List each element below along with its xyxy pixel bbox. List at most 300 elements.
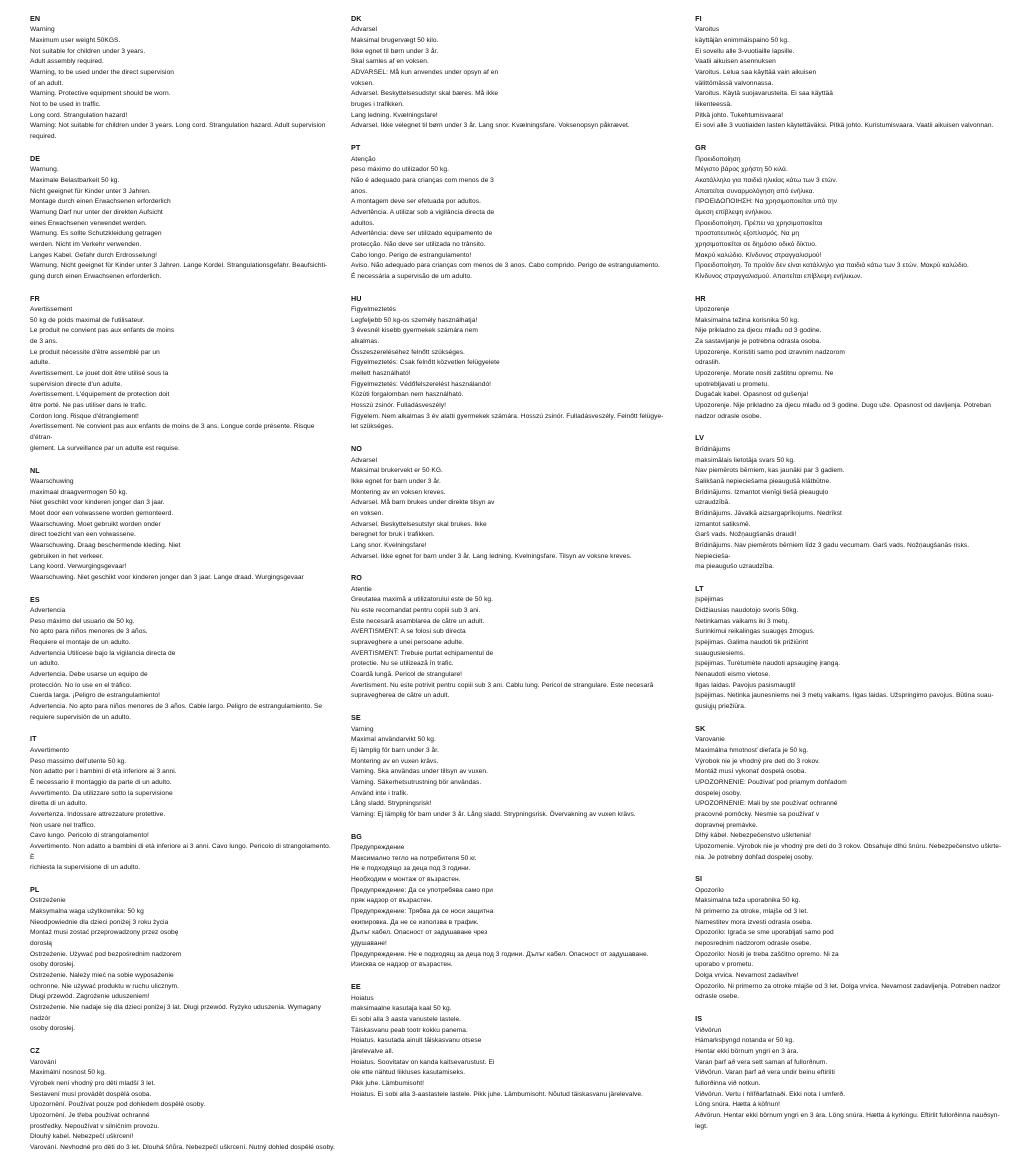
- warning-line: Ilgas laidas. Pavojus pasismaugti!: [695, 681, 796, 689]
- warning-text: [695, 445, 1006, 573]
- warning-line: A montagem deve ser efetuada por adultos.: [350, 198, 481, 206]
- warning-line: Warnung.: [30, 166, 59, 174]
- language-block-sk: [695, 724, 1006, 864]
- warning-line: Advarsel: [350, 456, 378, 464]
- warning-line: Avvertimento. Da utilizzare sotto la supervisione: [30, 789, 173, 797]
- language-block-pt: [351, 143, 681, 283]
- warning-line: gusiųjų priežiūra.: [695, 703, 746, 711]
- warning-text: [30, 896, 337, 1035]
- warning-line: Lang snor. Kvelningsfare!: [350, 541, 427, 549]
- warning-text: [30, 1058, 337, 1154]
- warning-line: Warning, to be used under the direct supervision: [30, 69, 175, 77]
- warning-line: Varoitus. Käytä suojavarusteita. Ei saa käyttää: [695, 90, 833, 98]
- warning-line: Advarsel. Beskyttelsesutstyr skal brukes. Ikke: [350, 520, 487, 528]
- language-code: BG: [350, 831, 362, 841]
- warning-line: anos.: [350, 187, 368, 195]
- warning-line: Предупреждение: Да се употребява само при: [350, 886, 493, 894]
- warning-line: maksimālais lietotāja svars 50 kg.: [695, 456, 796, 464]
- warning-line: Advarsel. Ikke velegnet til børn under 3 år. Lang snor. Kvælningsfare. Voksenopsyn påkrævet.: [350, 122, 630, 130]
- warning-line: peso máximo do utilizador 50 kg.: [350, 166, 449, 174]
- warning-text: [351, 25, 681, 132]
- language-code: DE: [30, 153, 41, 163]
- warning-line: Atentie: [350, 585, 372, 593]
- warning-line: dospelej osoby.: [695, 789, 742, 797]
- language-code: HU: [350, 293, 362, 303]
- warning-line: Le produit nécessite d'être assemblé par un: [30, 348, 160, 356]
- warning-line: let szükséges.: [350, 423, 394, 431]
- warning-line: Nieodpowiednie dla dzieci poniżej 3 roku życia: [30, 918, 169, 926]
- warning-line: Moet door een volwassene worden gemonteerd.: [30, 509, 174, 517]
- warning-line: Hosszú zsinór. Fulladásveszély!: [350, 402, 446, 410]
- warning-line: Varoitus. Leluа saa käyttää vain aikuisen: [695, 69, 817, 77]
- warning-line: required.: [30, 133, 57, 141]
- warning-line: ADVARSEL: Må kun anvendes under opsyn af en: [350, 69, 499, 77]
- warning-text: [695, 886, 1006, 1003]
- warning-line: legt.: [695, 1122, 708, 1130]
- warning-line: Este necesară asamblarea de către un adult.: [350, 617, 485, 625]
- warning-line: Upozornenie. Výrobok nie je vhodný pre deti do 3 rokov. Obsahuje dlhú šnúru. Nebezpečenstvo uškrte-: [695, 842, 1002, 850]
- warning-line: Προειδοποίηση. Το προϊόν δεν είναι κατάλληλο για παιδιά κάτω των 3 ετών. Μακρύ καλώδιο.: [695, 262, 969, 270]
- warning-line: Maksimal brukervekt er 50 KG.: [350, 467, 443, 475]
- warning-line: 50 kg de poids maximal de l'utilisateur.: [30, 316, 145, 324]
- warning-line: Not to be used in traffic.: [30, 101, 101, 109]
- warning-line: en voksen.: [350, 509, 384, 517]
- language-code: RO: [350, 573, 362, 583]
- warning-line: Ei sobi alla 3 aasta vanustele lastele.: [350, 1015, 462, 1023]
- language-code: EN: [30, 14, 41, 23]
- warning-line: Lang ledning. Kvælningsfare!: [350, 111, 438, 119]
- warning-line: Avertissement: [30, 306, 73, 314]
- language-code: GR: [695, 143, 707, 153]
- warning-line: dopravnej premávke.: [695, 821, 758, 829]
- warning-line: Waarschuwing: [30, 477, 74, 485]
- language-block-en: [30, 14, 337, 143]
- language-block-hr: [695, 294, 1006, 423]
- warning-line: AVERTISMENT: Trebuie purtat echipamentul de: [350, 649, 494, 657]
- warning-line: Предупреждение: Трябва да се носи защитна: [350, 908, 494, 916]
- language-code: SE: [350, 713, 361, 723]
- warning-line: Skal samles af en voksen.: [350, 58, 429, 66]
- warning-line: mellett használható!: [350, 370, 411, 378]
- warning-line: Sestavení musí provádět dospělá osoba.: [30, 1090, 152, 1098]
- warning-line: Ni primerno za otroke, mlajše od 3 let.: [695, 908, 809, 916]
- warning-text: [695, 305, 1006, 422]
- language-block-dk: [351, 14, 681, 132]
- language-block-se: [351, 713, 681, 820]
- warning-line: άμεση επίβλεψη ενήλικου.: [695, 208, 773, 216]
- warning-text: [351, 725, 681, 821]
- language-code: FR: [30, 293, 40, 303]
- warning-line: ochronne. Nie używać produktu w ruchu ulicznym.: [30, 982, 179, 990]
- warning-line: uporabo v prometu.: [695, 961, 754, 969]
- warning-line: Viðvörun. Varan þarf að vera undir beinu eftirliti: [695, 1069, 835, 1077]
- warning-line: suaugusiesiems.: [695, 649, 746, 657]
- warning-line: Maksimalna težina korisnika 50 kg.: [695, 316, 800, 324]
- language-code: ES: [30, 594, 40, 604]
- warning-line: protección. No lo use en el tráfico.: [30, 681, 132, 689]
- warning-line: Opozorilo: Igrača se sme uporabljati samo pod: [695, 929, 834, 937]
- warning-text: [351, 585, 681, 702]
- warning-text: [30, 477, 337, 584]
- language-column-2: [351, 14, 695, 1111]
- warning-text: [695, 25, 1006, 132]
- warning-line: richiesta la supervisione di un adulto.: [30, 864, 141, 872]
- warning-line: Montaż musi zostać przeprowadzony przez osobę: [30, 929, 179, 937]
- warning-line: Montering av en vuxen krävs.: [350, 757, 439, 765]
- warning-line: Opozorilo. Ni primerno za otroke mlajše od 3 let. Dolga vrvica. Nevarnost zadavljenja. Potreben nadzor: [695, 982, 1001, 990]
- warning-line: Vaatii aikuisen asennuksen: [695, 58, 776, 66]
- warning-line: supervision directe d'un adulte.: [30, 380, 123, 388]
- warning-line: Warnung. Es sollte Schutzkleidung getragen: [30, 230, 162, 238]
- warning-line: Le produit ne convient pas aux enfants de moins: [30, 327, 175, 335]
- warning-line: Não é adequado para crianças com menos de 3: [350, 176, 494, 184]
- warning-line: dorosłą: [30, 940, 52, 948]
- warning-line: odraslih.: [695, 359, 721, 367]
- warning-line: Löng snúra. Hætta á köfnun!: [695, 1101, 781, 1109]
- warning-line: Nav piemērots bērniem, kas jaunāki par 3 gadiem.: [695, 467, 845, 475]
- warning-line: Opozorilo: [695, 886, 724, 894]
- warning-line: Pikk juhe. Lämbumisoht!: [350, 1079, 424, 1087]
- warning-text: [30, 165, 337, 282]
- warning-line: bruges i trafikken.: [350, 101, 404, 109]
- warning-line: Lång sladd. Strypningsrisk!: [350, 800, 432, 808]
- warning-line: Įspėjimas: [695, 596, 724, 604]
- warning-line: Įspėjimas. Netinka jaunesniems nei 3 metų vaikams. Ilgas laidas. Užspringimo pavojus. Būtina suau-: [695, 692, 994, 700]
- warning-line: Namestitev mora izvesti odrasla oseba.: [695, 918, 813, 926]
- warning-line: Requiere el montaje de un adulto.: [30, 639, 131, 647]
- warning-line: ma pieaugušo uzraudzība.: [695, 563, 775, 571]
- warning-line: No apto para niños menores de 3 años.: [30, 628, 148, 636]
- language-block-ro: [351, 573, 681, 702]
- warning-line: Дълъг кабел. Опасност от задушаване чрез: [350, 929, 488, 937]
- warning-line: Varning. Ska användas under tillsyn av vuxen.: [350, 768, 488, 776]
- language-block-pl: [30, 885, 337, 1035]
- warning-line: Įspėjimas. Turėtumėte naudoti apsauginę įrangą.: [695, 660, 841, 668]
- warning-line: Avvertimento: [30, 746, 69, 754]
- warning-line: Maksimal brugervægt 50 kilo.: [350, 37, 439, 45]
- warning-line: Hentar ekki börnum yngri en 3 ára.: [695, 1047, 799, 1055]
- warning-line: nadzor odrasle osobe.: [695, 412, 762, 420]
- language-code: NO: [350, 444, 362, 454]
- warning-line: Długi przewód. Zagrożenie uduszeniem!: [30, 993, 150, 1001]
- language-block-bg: [351, 832, 681, 972]
- warning-line: Warning. Protective equipment should be worn.: [30, 90, 171, 98]
- language-code: EE: [350, 982, 361, 992]
- warning-line: Non usare nel traffico.: [30, 821, 96, 829]
- language-block-is: [695, 1014, 1006, 1132]
- warning-line: Advarsel. Ikke egnet for barn under 3 år. Lang ledning. Kvelningsfare. Tilsyn av voksne kreves.: [350, 552, 632, 560]
- warning-line: maksimaalne kasutaja kaal 50 kg.: [350, 1005, 452, 1013]
- warning-line: Įspėjimas. Galima naudoti tik prižiūrint: [695, 639, 809, 647]
- warning-line: Maximale Belastbarkeit 50 kg.: [30, 176, 120, 184]
- warning-line: Viðvörun: [695, 1026, 722, 1034]
- warning-text: [695, 1026, 1006, 1133]
- warning-line: upotrebljavati u prometu.: [695, 380, 769, 388]
- language-code: SK: [695, 723, 706, 733]
- language-code: SI: [695, 874, 703, 884]
- warning-line: beregnet for bruk i trafikken.: [350, 531, 435, 539]
- warning-line: Maksimalna teža uporabnika 50 kg.: [695, 897, 801, 905]
- warning-line: Advertência: deve ser utilizado equipamento de: [350, 230, 493, 238]
- warning-line: werden. Nicht im Verkehr verwenden.: [30, 240, 142, 248]
- warning-line: Výrobek není vhodný pro děti mladší 3 let.: [30, 1079, 156, 1087]
- warning-text: [351, 456, 681, 563]
- warning-line: Waarschuwing. Niet geschikt voor kinderen jonger dan 3 jaar. Lange draad. Wurgingsgevaar: [30, 573, 304, 581]
- warning-line: Maximální nosnost 50 kg.: [30, 1069, 106, 1077]
- warning-line: Warning: [30, 26, 55, 34]
- warning-line: Adult assembly required.: [30, 58, 104, 66]
- warning-line: ole ette nähtud liikluses kasutamiseks.: [350, 1069, 466, 1077]
- warning-line: Advertencia: [30, 607, 66, 615]
- warning-line: Figyelmeztetés: [350, 306, 397, 314]
- warning-line: É necessária a supervisão de um adulto.: [350, 272, 473, 280]
- warning-line: Ej lämplig för barn under 3 år.: [350, 746, 440, 754]
- warning-line: Avertissement. Ne convient pas aux enfants de moins de 3 ans. Longue corde présente. Risque d'étran-: [30, 423, 315, 442]
- warning-line: Upozornění. Je třeba používat ochranné: [30, 1111, 150, 1119]
- warning-line: Brīdinājums. Nav piemērots bērniem līdz 3 gadu vecumam. Garš vads. Nožņaugšanās risks. Nepiecieša-: [695, 541, 970, 560]
- warning-line: osoby dorosłej.: [30, 961, 76, 969]
- warning-line: alkalmas.: [350, 338, 380, 346]
- language-code: IT: [30, 734, 37, 744]
- warning-line: un adulto.: [30, 660, 60, 668]
- warning-line: ΠΡΟΕΙΔΟΠΟΙΗΣΗ: Να χρησιμοποιείται υπό την: [695, 198, 838, 206]
- language-block-de: [30, 154, 337, 283]
- warning-text: [351, 155, 681, 283]
- language-code: HR: [695, 293, 706, 303]
- warning-line: glement. La surveillance par un adulte est requise.: [30, 444, 180, 452]
- language-code: LV: [695, 433, 704, 443]
- warning-line: Cuerda larga. ¡Peligro de estrangulamiento!: [30, 692, 161, 700]
- language-block-cz: [30, 1046, 337, 1153]
- warning-line: prostředky. Nepoužívat v silničním provozu.: [30, 1122, 160, 1130]
- warning-line: Maximal användarvikt 50 kg.: [350, 736, 436, 744]
- warning-line: Täiskasvanu peab tootr kokku panema.: [350, 1026, 468, 1034]
- warning-line: Advertencia Utilícese bajo la vigilancia directa de: [30, 649, 176, 657]
- warning-line: Lang koord. Verwurgingsgevaar!: [30, 563, 127, 571]
- warning-text: [30, 746, 337, 874]
- warning-line: Atenção: [350, 155, 376, 163]
- warning-line: Közúti forgalomban nem használható.: [350, 391, 464, 399]
- warning-line: diretta di un adulto.: [30, 800, 88, 808]
- warning-line: Brīdinājums. Izmantot vienīgi tiešā pieauguļo: [695, 488, 829, 496]
- warning-line: Montáž musí vykonať dospelá osoba.: [695, 768, 807, 776]
- language-code: DK: [350, 14, 362, 23]
- warning-line: eines Erwachsenen verwendet werden.: [30, 219, 147, 227]
- warning-line: Montage durch einen Erwachsenen erforderlich: [30, 198, 171, 206]
- warning-line: Non adatto per i bambini di età inferiore ai 3 anni.: [30, 768, 177, 776]
- warning-line: удушаване!: [350, 940, 387, 948]
- warning-line: Dlhý kábel. Nebezpečenstvo uškrtenia!: [695, 832, 811, 840]
- warning-line: adultos.: [350, 219, 375, 227]
- warning-line: Warnung. Nicht geeignet für Kinder unter 3 Jahren. Lange Kordel. Strangulationsgefahr. Beaufsichti-: [30, 262, 328, 270]
- warning-line: Dlouhý kabel. Nebezpečí uškrcení!: [30, 1133, 134, 1141]
- warning-text: [695, 735, 1006, 863]
- warning-line: Maksymalna waga użytkownika: 50 kg: [30, 908, 144, 916]
- warning-line: Необходим е монтаж от възрастен.: [350, 876, 461, 884]
- warning-line: Surinkimui reikalingas suaugęs žmogus.: [695, 628, 815, 636]
- warning-line: Peso máximo del usuario de 50 kg.: [30, 617, 135, 625]
- warning-line: izmantot satiksmē.: [695, 520, 751, 528]
- language-column-3: [695, 14, 1006, 1143]
- warning-line: Hoiatus. kasutada ainult täiskasvanu otsese: [350, 1037, 482, 1045]
- warning-line: Összeszereléséhez felnőtt szükséges.: [350, 348, 465, 356]
- warning-line: Not suitable for children under 3 years.: [30, 47, 146, 55]
- language-block-lv: [695, 433, 1006, 573]
- warning-line: Ikke egnet for barn under 3 år.: [350, 477, 441, 485]
- warning-line: Nicht geeignet für Kinder unter 3 Jahren.: [30, 187, 151, 195]
- warning-line: Cordon long. Risque d'étranglement!: [30, 412, 139, 420]
- warning-line: χρησιμοποιείται σε δημόσιο οδικό δίκτυο.: [695, 240, 817, 248]
- warning-line: Nu este recomandat pentru copiii sub 3 ani.: [350, 607, 481, 615]
- warning-line: Ακατάλληλο για παιδιά ηλικίας κάτω των 3 ετών.: [695, 176, 838, 184]
- language-block-fr: [30, 294, 337, 455]
- language-block-no: [351, 444, 681, 562]
- warning-line: Upozorenje. Koristiti samo pod izravnim nadzorom: [695, 348, 845, 356]
- warning-text: [695, 155, 1006, 283]
- warning-line: Upozorenje. Morate nositi zaštitnu opremu. Ne: [695, 370, 834, 378]
- warning-line: 3 évesnél kisebb gyermekek számára nem: [350, 327, 478, 335]
- warning-line: liikenteessä.: [695, 101, 733, 109]
- warning-line: Nenaudoti eismo vietose.: [695, 671, 771, 679]
- warning-line: Garš vads. Nožņaugšanās draudi!: [695, 531, 797, 539]
- warning-line: Aðvörun. Hentar ekki börnum yngri en 3 ára. Löng snúra. Hætta á kyrkingu. Eftirlit fullorðinna nauðsyn-: [695, 1111, 1000, 1119]
- warning-line: Viðvörun. Vertu í hlífðarfatnaði. Ekki nota í umferð.: [695, 1090, 846, 1098]
- language-block-nl: [30, 466, 337, 584]
- warning-line: Ikke egnet til børn under 3 år.: [350, 47, 439, 55]
- warning-line: Netinkamas vaikams iki 3 metų.: [695, 617, 790, 625]
- warning-line: Maximálna hmotnosť dieťaťa je 50 kg.: [695, 746, 809, 754]
- warning-line: Avvertenza. Indossare attrezzature protettive.: [30, 810, 166, 818]
- language-block-ee: [351, 982, 681, 1100]
- warning-line: välittömässä valvonnassa.: [695, 79, 774, 87]
- language-code: CZ: [30, 1046, 40, 1056]
- language-column-1: [30, 14, 351, 1165]
- warning-line: Cavo lungo. Pericolo di strangolamento!: [30, 832, 149, 840]
- warning-line: fullorðinna við notkun.: [695, 1079, 761, 1087]
- warning-line: Ostrzeżenie. Używać pod bezpośrednim nadzorem: [30, 950, 182, 958]
- warning-line: Предупреждение: [350, 844, 405, 852]
- warning-line: Legfeljebb 50 kg-os személy használhatja!: [350, 316, 478, 324]
- warning-line: Waarschuwing. Moet gebruikt worden onder: [30, 520, 161, 528]
- warning-line: Advertência. A utilizar sob a vigilância directa de: [350, 208, 495, 216]
- warning-line: Výrobok nie je vhodný pre deti do 3 rokov.: [695, 757, 820, 765]
- warning-line: Figyelmeztetés: Védőfelszerelést használandó!: [350, 380, 492, 388]
- warning-line: Figyelem. Nem alkalmas 3 év alatti gyermekek számára. Hosszú zsinór. Fulladásveszély. Felnőtt felügye-: [350, 412, 664, 420]
- warning-line: Använd inte i trafik.: [350, 789, 409, 797]
- warning-line: Avertisment. Nu este potrivit pentru copiii sub 3 ani. Cablu lung. Pericol de strangulare. Este necesară: [350, 681, 654, 689]
- warning-line: käyttäjän enimmäispaino 50 kg.: [695, 37, 790, 45]
- warning-line: Warning: Not suitable for children under 3 years. Long cord. Strangulation hazard. Adult supervision: [30, 122, 326, 130]
- warning-line: osoby dorosłej.: [30, 1025, 76, 1033]
- warning-line: Nije prikladno za djecu mlađu od 3 godine.: [695, 327, 822, 335]
- language-block-it: [30, 734, 337, 874]
- warning-line: UPOZORNENIE: Mali by ste používať ochranné: [695, 800, 838, 808]
- warning-line: Aviso. Não adequado para crianças com menos de 3 anos. Cabo comprido. Perigo de estrangulamento.: [350, 262, 660, 270]
- warning-text: [351, 994, 681, 1101]
- warning-line: Long cord. Strangulation hazard!: [30, 111, 128, 119]
- warning-text: [30, 305, 337, 454]
- warning-line: Varning. Säkerhetsutrustning bör användas.: [350, 778, 482, 786]
- warning-text: [351, 843, 681, 971]
- language-code: PL: [30, 884, 40, 894]
- warning-line: Greutatea maximă a utilizatorului este de 50 kg.: [350, 596, 494, 604]
- warning-line: Advertencia. No apto para niños menores de 3 años. Cable largo. Peligro de estrangulamiento. Se: [30, 703, 323, 711]
- warning-line: protecção. Não deve ser utilizada no trânsito.: [350, 240, 486, 248]
- language-code: IS: [695, 1014, 703, 1024]
- warning-line: Προειδοποίηση. Πρέπει να χρησιμοποιείται: [695, 219, 823, 227]
- warning-line: odrasle osebe.: [695, 993, 740, 1001]
- warning-line: Ostrzeżenie. Należy mieć na sobie wyposażenie: [30, 972, 174, 980]
- warning-line: Varování: [30, 1058, 57, 1066]
- warning-text: [351, 305, 681, 433]
- warning-line: Ei sovellu alle 3-vuotiaille lapsille.: [695, 47, 795, 55]
- warning-line: Ostrzeżenie. Nie nadaje się dla dzieci poniżej 3 lat. Długi przewód. Ryzyko uduszenia. Wymagany nadzór: [30, 1004, 321, 1022]
- warning-line: gebruiken in het verkeer.: [30, 552, 104, 560]
- warning-line: neposrednim nadzorom odrasle osebe.: [695, 940, 812, 948]
- warning-line: Warnung Darf nur unter der direkten Aufsicht: [30, 208, 163, 216]
- warning-line: pracovné pomôcky. Nesmie sa používať v: [695, 810, 820, 818]
- warning-line: пряк надзор от възрастен.: [350, 897, 433, 905]
- warning-line: Salikšanā nepieciešama pieaugušā klātbūtne.: [695, 477, 832, 485]
- warning-line: uzraudzībā.: [695, 499, 731, 507]
- warning-line: Максимално тегло на потребителя 50 кг.: [350, 854, 477, 862]
- warning-line: Hoiatus. Ei sobi alla 3-aastastele lastele. Pikk juhe. Lämbumisoht. Nõutud täiskasvanu järelevalve.: [350, 1090, 643, 1098]
- warning-line: Advarsel. Beskyttelsesudstyr skal bæres. Må ikke: [350, 90, 499, 98]
- warning-line: Varovanie: [695, 736, 725, 744]
- warning-line: Brīdinājums. Jāvalkā aizsargaprīkojums. Nedrīkst: [695, 509, 842, 517]
- warning-line: Hoiatus: [350, 994, 374, 1002]
- warning-line: supravegherea de către un adult.: [350, 692, 450, 700]
- warning-line: Dugačak kabel. Opasnost od gušenja!: [695, 391, 809, 399]
- language-block-gr: [695, 143, 1006, 283]
- warning-line: Ostrzeżenie: [30, 897, 66, 905]
- language-code: FI: [695, 14, 702, 23]
- warning-line: être porté. Ne pas utiliser dans le trafic.: [30, 402, 147, 410]
- warning-line: Предупреждение. Не е подходящ за деца под 3 години. Дълъг кабел. Опасност от задушаване.: [350, 950, 649, 958]
- warning-line: Μέγιστο βάρος χρήστη 50 κιλά.: [695, 166, 788, 174]
- warning-line: Za sastavljanje je potrebna odrasla osoba.: [695, 338, 822, 346]
- warning-line: Ei sovi alle 3 vuotiaiden lasten käytettäväksi. Pitkä johto. Kuristumisvaara. Vaatii aikuisen valvonnan.: [695, 122, 994, 130]
- warning-line: AVERTISMENT: A se folosi sub directa: [350, 628, 466, 636]
- warning-line: Varan þarf að vera sett saman af fullorðnum.: [695, 1058, 828, 1066]
- warning-line: UPOZORNENIE: Používať pod priamym dohľadom: [695, 778, 847, 786]
- warning-line: protectie. Nu se utilizează în trafic.: [350, 660, 454, 668]
- warning-line: voksen.: [350, 79, 375, 87]
- warning-line: Προειδοποίηση: [695, 155, 741, 163]
- language-code: NL: [30, 465, 40, 475]
- warning-line: Brīdinājums: [695, 445, 731, 453]
- warning-line: Cabo longo. Perigo de estrangulamento!: [350, 251, 472, 259]
- warning-line: nia. Je potrebný dohľad dospelej osoby.: [695, 853, 814, 861]
- warning-line: supraveghere a unei persoane adulte.: [350, 639, 464, 647]
- warning-text: [30, 606, 337, 723]
- warning-line: adulte.: [30, 359, 51, 367]
- warning-line: Upozornění. Používat pouze pod dohledem dospělé osoby.: [30, 1101, 206, 1109]
- warning-line: προστατευτικός εξοπλισμός. Να μη: [695, 230, 800, 238]
- language-block-lt: [695, 584, 1006, 713]
- warning-line: Hoiatus. Soovitatav on kanda kaitsevarustust. Ei: [350, 1058, 495, 1066]
- language-code: LT: [695, 583, 704, 593]
- warning-line: Varoitus: [695, 26, 720, 34]
- warning-line: Advarsel: [350, 26, 378, 34]
- warning-line: Hámarksþyngd notanda er 50 kg.: [695, 1037, 795, 1045]
- warning-line: Maximum user weight 50KGS.: [30, 37, 121, 45]
- language-block-hu: [351, 294, 681, 434]
- warning-line: Не е подходящо за деца под 3 години.: [350, 865, 471, 873]
- warning-line: gung durch einen Erwachsenen erforderlich.: [30, 272, 162, 280]
- warning-line: Peso massimo dell'utente 50 kg.: [30, 757, 127, 765]
- language-block-fi: [695, 14, 1006, 132]
